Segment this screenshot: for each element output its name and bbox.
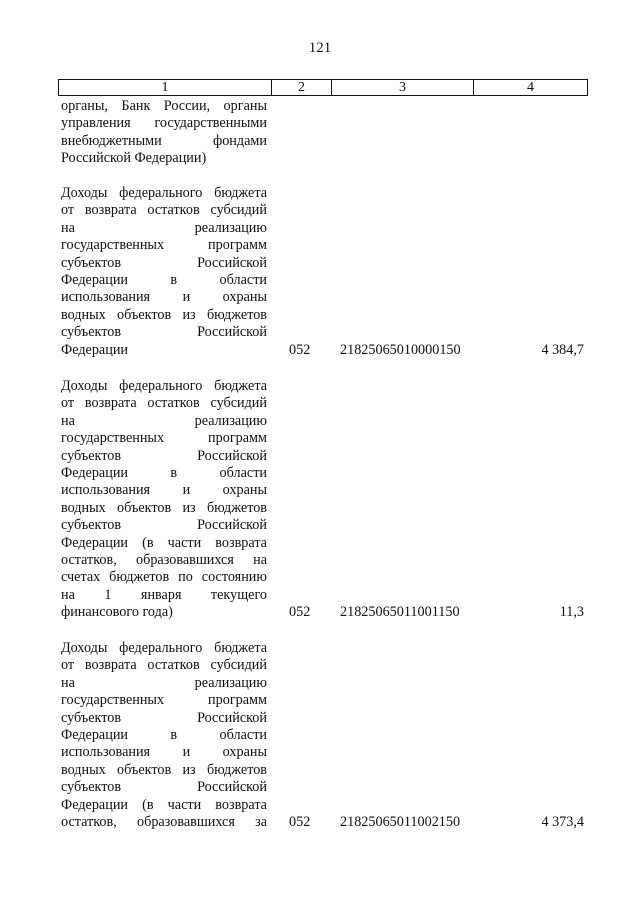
description-line: от возврата остатков субсидий <box>61 395 267 412</box>
description-line: внебюджетными фондами <box>61 132 267 149</box>
row-kbk: 21825065011002150 <box>340 814 461 830</box>
description-line: Федерации (в части возврата <box>61 534 267 551</box>
description-line: водных объектов из бюджетов <box>61 499 267 516</box>
description-line: на реализацию <box>61 674 267 691</box>
row-kbk: 21825065011001150 <box>340 604 460 621</box>
column-header-1: 1 <box>59 80 272 95</box>
description-line: субъектов Российской <box>61 324 267 341</box>
description-line: от возврата остатков субсидий <box>61 657 267 674</box>
description-line: субъектов Российской <box>61 779 267 796</box>
description-line: от возврата остатков субсидий <box>61 202 267 219</box>
description-line: использования и охраны <box>61 744 267 761</box>
description-line: остатков, образовавшихся за <box>61 814 267 831</box>
description-line: водных объектов из бюджетов <box>61 761 267 778</box>
description-line: на 1 января текущего <box>61 586 267 603</box>
description-line: управления государственными <box>61 115 267 132</box>
description-line: на реализацию <box>61 219 267 236</box>
description-line: субъектов Российской <box>61 254 267 271</box>
description-line: Доходы федерального бюджета <box>61 640 267 656</box>
description-line: использования и охраны <box>61 482 267 499</box>
description-line: использования и охраны <box>61 289 267 306</box>
row-description <box>61 378 267 622</box>
description-line: Доходы федерального бюджета <box>61 185 267 201</box>
row-kbk: 21825065010000150 <box>340 341 461 358</box>
description-line: водных объектов из бюджетов <box>61 306 267 323</box>
description-line: Федерации в области <box>61 727 267 744</box>
page-number: 121 <box>308 40 332 56</box>
row-code: 052 <box>289 604 311 621</box>
description-line: государственных программ <box>61 430 267 447</box>
column-header-2: 2 <box>272 80 332 95</box>
description-line: органы, Банк России, органы <box>61 98 267 114</box>
row-code: 052 <box>289 341 311 358</box>
row-amount: 11,3 <box>559 604 584 621</box>
row-code: 052 <box>289 814 311 830</box>
description-line: Доходы федерального бюджета <box>61 378 267 394</box>
description-line: субъектов Российской <box>61 517 267 534</box>
description-line: Российской Федерации) <box>61 150 207 167</box>
row-description <box>61 640 267 831</box>
description-line: Федерации <box>61 341 129 358</box>
row-amount: 4 384,7 <box>541 341 584 358</box>
description-line: субъектов Российской <box>61 709 267 726</box>
description-line: Федерации в области <box>61 465 267 482</box>
description-line: Федерации (в части возврата <box>61 796 267 813</box>
description-line: Федерации в области <box>61 272 267 289</box>
row-amount: 4 373,4 <box>541 814 584 830</box>
row-description <box>61 185 267 359</box>
description-line: на реализацию <box>61 412 267 429</box>
description-line: государственных программ <box>61 692 267 709</box>
table-header-row <box>58 79 588 96</box>
description-line: остатков, образовавшихся на <box>61 552 267 569</box>
column-header-4: 4 <box>527 80 534 95</box>
description-line: государственных программ <box>61 237 267 254</box>
description-line: субъектов Российской <box>61 447 267 464</box>
column-header-3: 3 <box>332 80 474 95</box>
description-line: финансового года) <box>61 604 173 621</box>
row-description <box>61 98 267 168</box>
description-line: счетах бюджетов по состоянию <box>61 569 267 586</box>
